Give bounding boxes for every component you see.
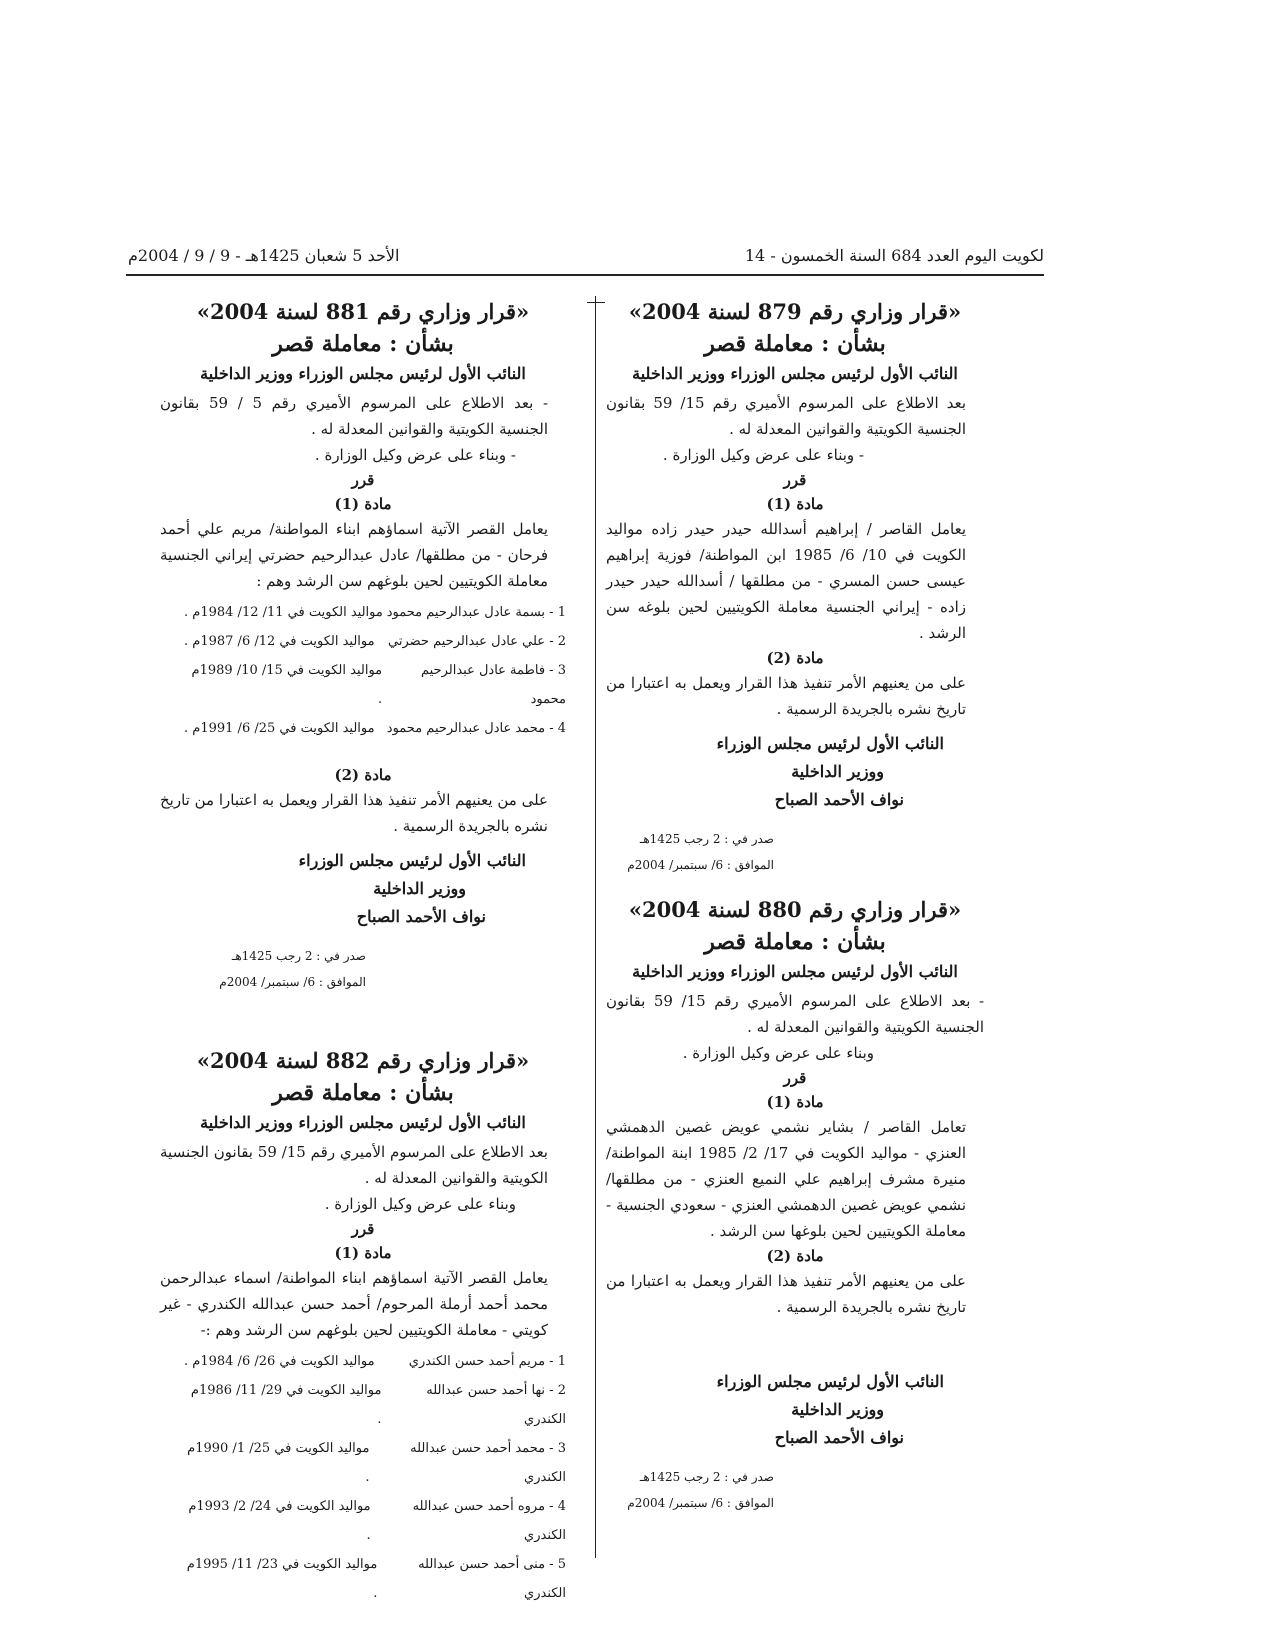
signature-title: النائب الأول لرئيس مجلس الوزراء xyxy=(298,851,526,870)
article-1-heading: مادة (1) xyxy=(334,495,392,513)
page-header xyxy=(128,246,1044,272)
article-1-heading: مادة (1) xyxy=(766,495,824,513)
decree-preamble: - بعد الاطلاع على المرسوم الأميري رقم 15/ 59 بقانون الجنسية الكويتية والقوانين المعدلة له . xyxy=(606,992,985,1036)
article-1-text: يعامل القصر الآتية اسماؤهم ابناء المواطنة/ مريم علي أحمد فرحان - من مطلقها/ عادل عبدالرحيم حضرتي إيراني الجنسية معاملة الكويتيين لحين بلوغهم سن الرشد وهم : xyxy=(160,520,548,590)
list-item: 2 - علي عادل عبدالرحيم حضرتي مواليد الكويت في 12/ 6/ 1987م . xyxy=(184,634,566,649)
decree-preamble: بعد الاطلاع على المرسوم الأميري رقم 15/ 59 بقانون الجنسية الكويتية والقوانين المعدلة له . xyxy=(160,1143,548,1187)
corresponding-date: الموافق : 6/ سبتمبر/ 2004م xyxy=(627,1496,774,1510)
article-2-heading: مادة (2) xyxy=(766,1247,824,1265)
list-item: 5 - منى أحمد حسن عبدالله الكندري مواليد الكويت في 23/ 11/ 1995م . xyxy=(186,1557,566,1601)
decree-subject: بشأن : معاملة قصر xyxy=(272,331,454,357)
signature-block xyxy=(606,730,984,814)
header-issue-info: لكويت اليوم العدد 684 السنة الخمسون - 14 xyxy=(744,246,1044,265)
issued-date: صدر في : 2 رجب 1425هـ xyxy=(231,949,366,963)
decree-preamble-2: وبناء على عرض وكيل الوزارة . xyxy=(324,1195,516,1213)
signature-office: ووزير الداخلية xyxy=(373,879,466,898)
right-column xyxy=(606,298,984,1516)
decree-879 xyxy=(606,298,984,878)
decree-issuer: النائب الأول لرئيس مجلس الوزراء ووزير الداخلية xyxy=(632,962,958,981)
decree-subject: بشأن : معاملة قصر xyxy=(272,1080,454,1106)
list-item: 3 - محمد أحمد حسن عبدالله الكندري مواليد الكويت في 25/ 1/ 1990م . xyxy=(187,1441,566,1485)
article-2-heading: مادة (2) xyxy=(334,766,392,784)
decree-issuer: النائب الأول لرئيس مجلس الوزراء ووزير الداخلية xyxy=(200,364,526,383)
article-2-heading: مادة (2) xyxy=(766,649,824,667)
decree-882 xyxy=(160,1047,566,1608)
column-divider xyxy=(595,296,596,1558)
decree-preamble-2: - وبناء على عرض وكيل الوزارة . xyxy=(662,446,864,464)
header-date: الأحد 5 شعبان 1425هـ - 9 / 9 / 2004م xyxy=(128,246,400,265)
decree-decided: قرر xyxy=(783,471,807,489)
issue-dates xyxy=(160,943,566,995)
decree-issuer: النائب الأول لرئيس مجلس الوزراء ووزير الداخلية xyxy=(632,364,958,383)
decree-preamble: - بعد الاطلاع على المرسوم الأميري رقم 5 / 59 بقانون الجنسية الكويتية والقوانين المعدلة له . xyxy=(160,394,549,438)
article-2-text: على من يعنيهم الأمر تنفيذ هذا القرار ويعمل به اعتبارا من تاريخ نشره بالجريدة الرسمية . xyxy=(160,791,548,835)
signature-title: النائب الأول لرئيس مجلس الوزراء xyxy=(716,734,944,753)
column-divider-tick xyxy=(587,302,605,303)
decree-title: «قرار وزاري رقم 881 لسنة 2004» xyxy=(196,299,530,324)
article-1-heading: مادة (1) xyxy=(334,1244,392,1262)
article-2-text: على من يعنيهم الأمر تنفيذ هذا القرار ويعمل به اعتبارا من تاريخ نشره بالجريدة الرسمية . xyxy=(606,1272,966,1316)
issue-dates xyxy=(606,826,984,878)
decree-preamble-2: - وبناء على عرض وكيل الوزارة . xyxy=(314,446,516,464)
list-item: 1 - بسمة عادل عبدالرحيم محمود مواليد الكويت في 11/ 12/ 1984م . xyxy=(184,605,566,620)
issued-date: صدر في : 2 رجب 1425هـ xyxy=(639,1470,774,1484)
decree-preamble-2: وبناء على عرض وكيل الوزارة . xyxy=(682,1044,874,1062)
signature-block xyxy=(160,847,566,931)
header-rule xyxy=(126,274,1044,276)
article-1-heading: مادة (1) xyxy=(766,1093,824,1111)
decree-title: «قرار وزاري رقم 882 لسنة 2004» xyxy=(196,1048,530,1073)
decree-title: «قرار وزاري رقم 879 لسنة 2004» xyxy=(628,299,962,324)
list-item: 3 - فاطمة عادل عبدالرحيم محمود مواليد الكويت في 15/ 10/ 1989م . xyxy=(191,663,566,707)
list-item: 4 - مروه أحمد حسن عبدالله الكندري مواليد الكويت في 24/ 2/ 1993م . xyxy=(188,1499,566,1543)
left-column xyxy=(160,298,566,1614)
corresponding-date: الموافق : 6/ سبتمبر/ 2004م xyxy=(627,858,774,872)
signature-name: نواف الأحمد الصباح xyxy=(774,790,904,809)
article-1-text: تعامل القاصر / بشاير نشمي عويض غصين الدهمشي العنزي - مواليد الكويت في 17/ 2/ 1985 ابنة المواطنة/ منيرة مشرف إبراهيم علي النميع العنزي - من مطلقها/ نشمي عويض غصين الدهمشي العنزي - سعودي الجنسية - معاملة الكويتيين لحين بلوغها سن الرشد . xyxy=(606,1118,966,1240)
decree-880 xyxy=(606,896,984,1516)
children-list xyxy=(160,1347,566,1608)
signature-office: ووزير الداخلية xyxy=(791,762,884,781)
decree-decided: قرر xyxy=(351,1220,375,1238)
children-list xyxy=(160,598,566,743)
signature-name: نواف الأحمد الصباح xyxy=(356,907,486,926)
decree-decided: قرر xyxy=(783,1069,807,1087)
article-1-text: يعامل القاصر / إبراهيم أسدالله حيدر حيدر زاده مواليد الكويت في 10/ 6/ 1985 ابن المواطنة/ فوزية إبراهيم عيسى حسن المسري - من مطلقها / أسدالله حيدر حيدر زاده - إيراني الجنسية معاملة الكويتيين لحين بلوغه سن الرشد . xyxy=(606,520,967,642)
signature-office: ووزير الداخلية xyxy=(791,1400,884,1419)
decree-subject: بشأن : معاملة قصر xyxy=(704,929,886,955)
decree-decided: قرر xyxy=(351,471,375,489)
decree-881 xyxy=(160,298,566,995)
issue-dates xyxy=(606,1464,984,1516)
issued-date: صدر في : 2 رجب 1425هـ xyxy=(639,832,774,846)
corresponding-date: الموافق : 6/ سبتمبر/ 2004م xyxy=(219,975,366,989)
signature-name: نواف الأحمد الصباح xyxy=(774,1428,904,1447)
decree-subject: بشأن : معاملة قصر xyxy=(704,331,886,357)
article-2-text: على من يعنيهم الأمر تنفيذ هذا القرار ويعمل به اعتبارا من تاريخ نشره بالجريدة الرسمية . xyxy=(606,674,966,718)
signature-title: النائب الأول لرئيس مجلس الوزراء xyxy=(716,1372,944,1391)
decree-title: «قرار وزاري رقم 880 لسنة 2004» xyxy=(628,897,962,922)
article-1-text: يعامل القصر الآتية اسماؤهم ابناء المواطنة/ اسماء عبدالرحمن محمد أحمد أرملة المرحوم/ أحمد حسن عبدالله الكندري - غير كويتي - معاملة الكويتيين لحين بلوغهم سن الرشد وهم :- xyxy=(160,1269,548,1339)
decree-preamble: بعد الاطلاع على المرسوم الأميري رقم 15/ 59 بقانون الجنسية الكويتية والقوانين المعدلة له . xyxy=(606,394,967,438)
decree-issuer: النائب الأول لرئيس مجلس الوزراء ووزير الداخلية xyxy=(200,1113,526,1132)
list-item: 1 - مريم أحمد حسن الكندري مواليد الكويت في 26/ 6/ 1984م . xyxy=(184,1354,566,1369)
signature-block xyxy=(606,1368,984,1452)
list-item: 2 - نها أحمد حسن عبدالله الكندري مواليد الكويت في 29/ 11/ 1986م . xyxy=(190,1383,566,1427)
list-item: 4 - محمد عادل عبدالرحيم محمود مواليد الكويت في 25/ 6/ 1991م . xyxy=(184,721,566,736)
